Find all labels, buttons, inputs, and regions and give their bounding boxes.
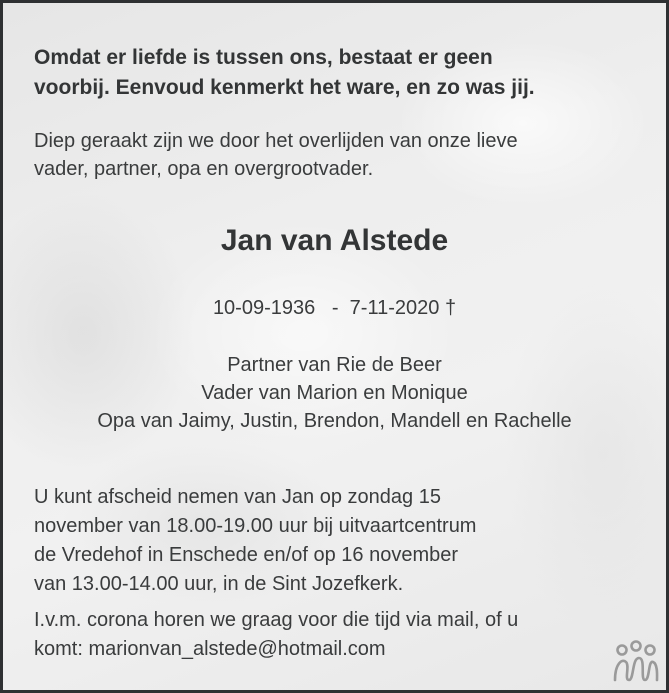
- family-relations: [3, 351, 666, 435]
- intro-line: Diep geraakt zijn we door het overlijden van onze lieve: [34, 130, 518, 152]
- family-line: Vader van Marion en Monique: [201, 382, 468, 404]
- people-group-icon: [612, 640, 660, 682]
- visitation-line: U kunt afscheid nemen van Jan op zondag 15: [34, 486, 441, 508]
- deceased-name: Jan van Alstede: [220, 224, 449, 257]
- corona-line: komt: marionvan_alstede@hotmail.com: [34, 638, 386, 660]
- motto-line: Omdat er liefde is tussen ons, bestaat er geen: [34, 46, 493, 69]
- visitation-line: november van 18.00-19.00 uur bij uitvaartcentrum: [34, 515, 477, 537]
- corona-line: I.v.m. corona horen we graag voor die tijd via mail, of u: [34, 609, 519, 631]
- family-line: Opa van Jaimy, Justin, Brendon, Mandell en Rachelle: [97, 410, 572, 432]
- visitation-info: [34, 483, 476, 599]
- motto: [34, 43, 535, 103]
- intro-text: [34, 127, 518, 183]
- life-dates: 10-09-1936 - 7-11-2020 †: [212, 297, 457, 319]
- family-line: Partner van Rie de Beer: [227, 354, 442, 376]
- motto-line: voorbij. Eenvoud kenmerkt het ware, en zo was jij.: [34, 76, 535, 99]
- visitation-line: van 13.00-14.00 uur, in de Sint Jozefkerk.: [34, 573, 404, 595]
- obituary-card: [3, 3, 666, 690]
- corona-note: [34, 606, 518, 664]
- intro-line: vader, partner, opa en overgrootvader.: [34, 158, 374, 180]
- visitation-line: de Vredehof in Enschede en/of op 16 november: [34, 544, 459, 566]
